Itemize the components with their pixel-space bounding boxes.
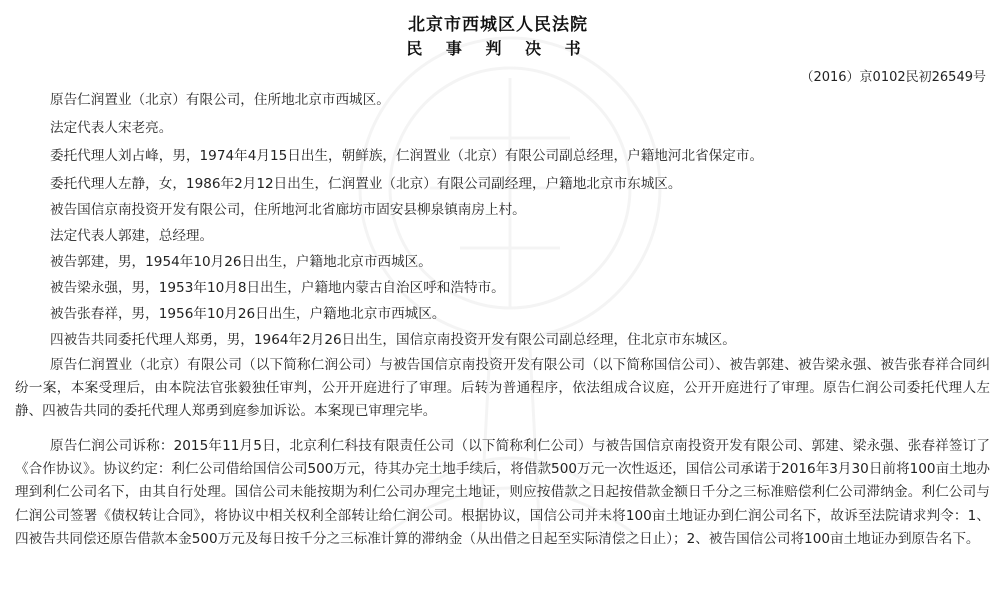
plaintiff-claim-paragraph: 原告仁润公司诉称：2015年11月5日，北京利仁科技有限责任公司（以下简称利仁公司）与被告国信京南投资开发有限公司、郭建、梁永强、张春祥签订了《合作协议》。协议约定：利仁公司借给国信公司500万元，待其办完土地手续后，将借款500万元一次性返还，国信公司承诺于2016年3月30日前将100亩土地办理到利仁公司名下，由其自行处理。国信公司未能按期为利仁公司办理完土地证，则应按借款之日起按借款金额日千分之三标准赔偿利仁公司滞纳金。利仁公司与仁润公司签署《债权转让合同》，将协议中相关权利全部转让给仁润公司。根据协议，国信公司并未将100亩土地证办到仁润公司名下，故诉至法院请求判令：1、四被告共同偿还原告借款本金500万元及每日按千分之三标准计算的滞纳金（从出借之日起至实际清偿之日止）；2、被告国信公司将100亩土地证办到原告名下。 <box>15 438 990 547</box>
party-line-defendant-2: 被告郭建，男，1954年10月26日出生，户籍地北京市西城区。 <box>50 254 432 270</box>
document-type-title: 民 事 判 决 书 <box>406 39 590 58</box>
party-line-plaintiff-agent-1: 委托代理人刘占峰，男，1974年4月15日出生，朝鲜族，仁润置业（北京）有限公司副总经理，户籍地河北省保定市。 <box>50 148 764 164</box>
party-line-defendant-agent: 四被告共同委托代理人郑勇，男，1964年2月26日出生，国信京南投资开发有限公司副总经理，住北京市东城区。 <box>50 332 736 348</box>
party-line-defendant-4: 被告张春祥，男，1956年10月26日出生，户籍地北京市西城区。 <box>50 306 446 322</box>
case-number: （2016）京0102民初26549号 <box>800 70 986 85</box>
case-summary-paragraph: 原告仁润置业（北京）有限公司（以下简称仁润公司）与被告国信京南投资开发有限公司（以下简称国信公司）、被告郭建、被告梁永强、被告张春祥合同纠纷一案，本案受理后，由本院法官张毅独任审判，公开开庭进行了审理。后转为普通程序，依法组成合议庭，公开开庭进行了审理。原告仁润公司委托代理人左静、四被告共同的委托代理人郑勇到庭参加诉讼。本案现已审理完毕。 <box>15 357 990 420</box>
court-name: 北京市西城区人民法院 <box>408 15 588 35</box>
party-line-defendant-company: 被告国信京南投资开发有限公司，住所地河北省廊坊市固安县柳泉镇南房上村。 <box>50 202 526 218</box>
party-line-defendant-3: 被告梁永强，男，1953年10月8日出生，户籍地内蒙古自治区呼和浩特市。 <box>50 280 505 296</box>
party-line-plaintiff: 原告仁润置业（北京）有限公司，住所地北京市西城区。 <box>50 92 390 108</box>
party-line-defendant-representative: 法定代表人郭建，总经理。 <box>50 228 214 244</box>
party-line-plaintiff-representative: 法定代表人宋老亮。 <box>50 120 173 136</box>
party-line-plaintiff-agent-2: 委托代理人左静，女，1986年2月12日出生，仁润置业（北京）有限公司副经理，户籍地北京市东城区。 <box>50 176 682 192</box>
